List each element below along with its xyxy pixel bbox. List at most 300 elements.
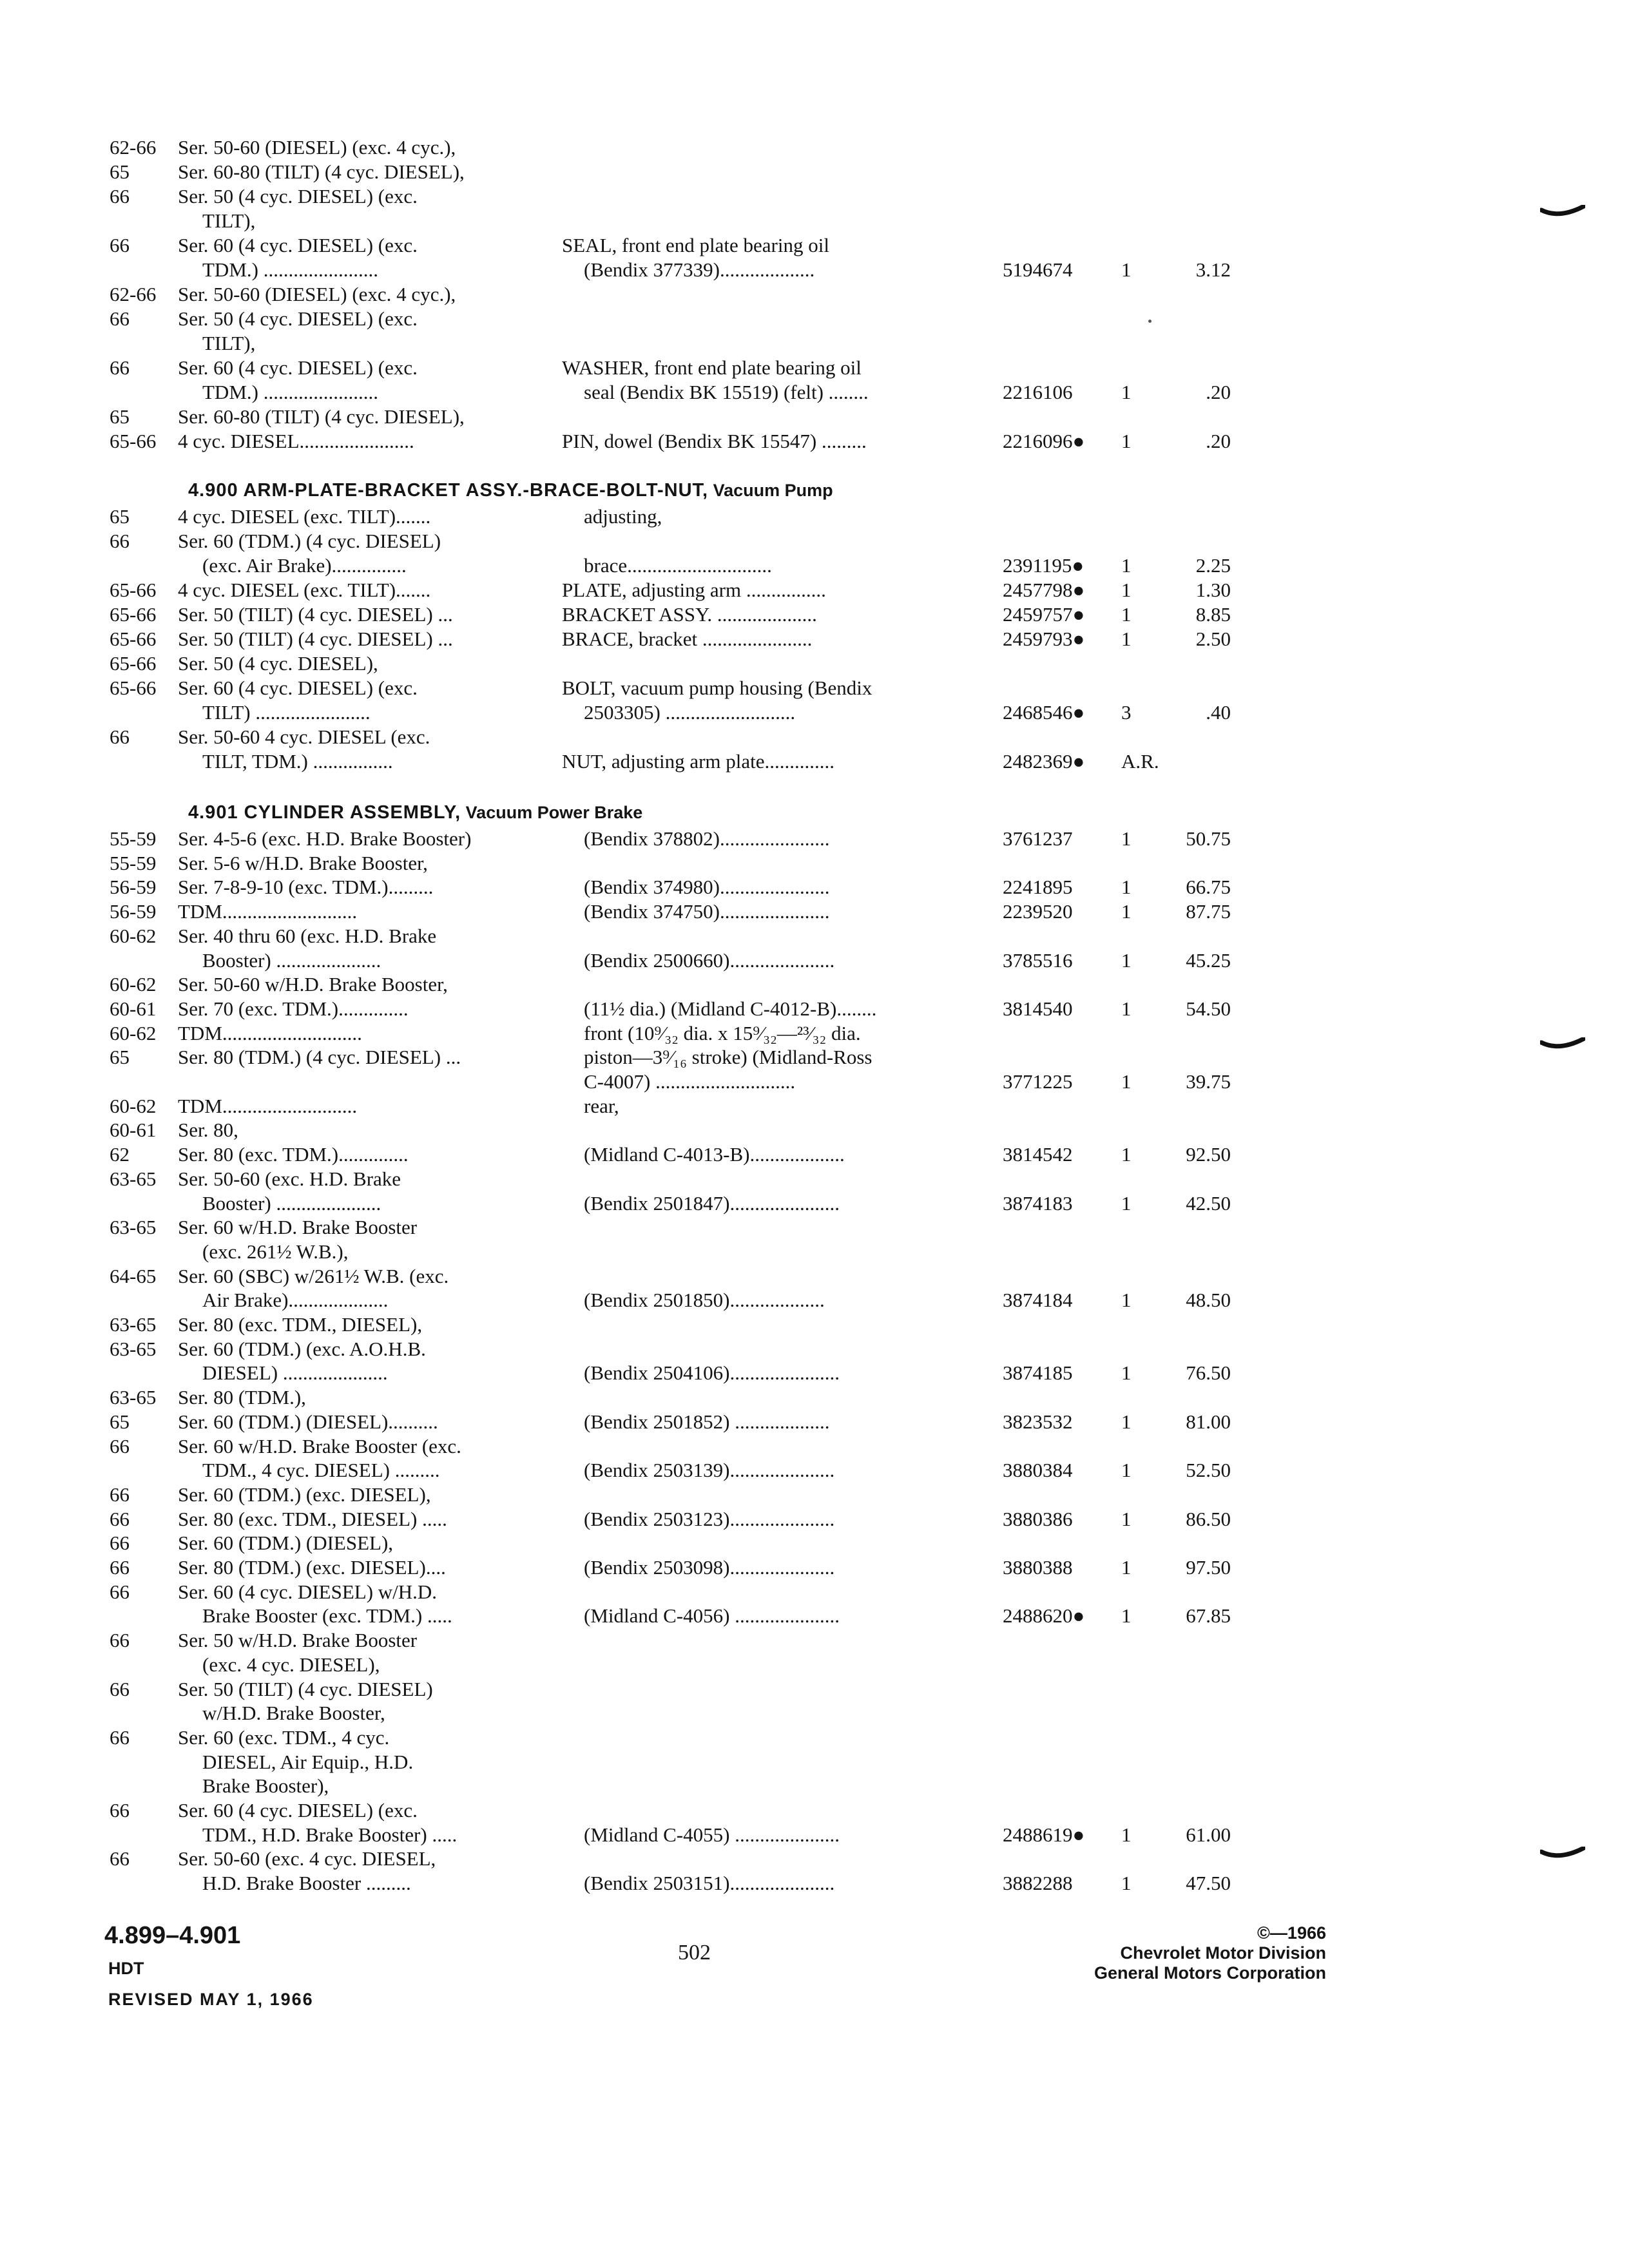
description-cell: (Bendix 378802)...................... xyxy=(584,827,830,850)
application-cell: TILT), xyxy=(202,209,256,232)
description-cell: front (10⁹⁄₃₂ dia. x 15⁹⁄₃₂—²³⁄₃₂ dia. xyxy=(584,1021,861,1044)
application-cell: TDM........................... xyxy=(178,900,358,923)
part-number-cell: 2239520 xyxy=(1003,900,1073,923)
application-cell: Ser. 60 (TDM.) (exc. A.O.H.B. xyxy=(178,1337,426,1360)
year-cell: 63-65 xyxy=(110,1313,157,1336)
application-cell: Ser. 40 thru 60 (exc. H.D. Brake xyxy=(178,924,437,947)
year-cell: 65 xyxy=(110,1046,130,1069)
price-cell: 66.75 xyxy=(1186,876,1231,899)
description-cell: WASHER, front end plate bearing oil xyxy=(562,356,862,379)
year-cell: 66 xyxy=(110,1677,130,1700)
application-cell: DIESEL) ..................... xyxy=(202,1361,388,1385)
application-cell: Ser. 60 (4 cyc. DIESEL) (exc. xyxy=(178,677,418,699)
quantity-cell: 1 xyxy=(1121,997,1132,1020)
description-cell: BRACE, bracket ...................... xyxy=(562,628,813,650)
part-number-cell: 2457798● xyxy=(1003,579,1085,601)
table-row xyxy=(0,851,1289,877)
table-row xyxy=(0,1483,1289,1508)
year-cell: 62-66 xyxy=(110,283,157,305)
table-row xyxy=(0,602,1289,628)
quantity-cell: 1 xyxy=(1121,1289,1132,1312)
quantity-cell: 1 xyxy=(1121,876,1132,899)
table-row xyxy=(0,380,1289,406)
year-cell: 65 xyxy=(110,1410,130,1433)
price-cell: 45.25 xyxy=(1186,948,1231,972)
table-row xyxy=(0,553,1289,579)
year-cell: 62-66 xyxy=(110,136,157,159)
application-cell: w/H.D. Brake Booster, xyxy=(202,1702,385,1725)
year-cell: 63-65 xyxy=(110,1216,157,1239)
application-cell: TDM........................... xyxy=(178,1094,358,1117)
page-number: 502 xyxy=(678,1941,711,1965)
application-cell: Air Brake).................... xyxy=(202,1289,389,1312)
application-cell: Ser. 60 (4 cyc. DIESEL) (exc. xyxy=(178,1799,418,1821)
application-cell: TDM.) ....................... xyxy=(202,381,378,403)
table-row xyxy=(0,1142,1289,1168)
footer-code: HDT xyxy=(108,1959,144,1978)
description-cell: brace............................. xyxy=(584,554,772,577)
table-row xyxy=(0,331,1289,357)
table-row xyxy=(0,1264,1289,1290)
price-cell: 3.12 xyxy=(1195,258,1231,281)
year-cell: 60-61 xyxy=(110,997,157,1020)
quantity-cell: 1 xyxy=(1121,1872,1132,1895)
quantity-cell: 1 xyxy=(1121,1823,1132,1846)
year-cell: 66 xyxy=(110,1507,130,1530)
section-heading-4-901 xyxy=(188,802,642,823)
part-number-cell: 3882288 xyxy=(1003,1872,1073,1895)
quantity-cell: 1 xyxy=(1121,1604,1132,1628)
part-number-cell: 3814542 xyxy=(1003,1143,1073,1166)
application-cell: Ser. 60-80 (TILT) (4 cyc. DIESEL), xyxy=(178,160,465,183)
table-row xyxy=(0,1070,1289,1095)
description-cell: (Bendix 377339)................... xyxy=(584,258,815,281)
quantity-cell: 1 xyxy=(1121,381,1132,403)
application-cell: Ser. 60 (4 cyc. DIESEL) (exc. xyxy=(178,234,418,256)
year-cell: 66 xyxy=(110,1580,130,1603)
year-cell: 55-59 xyxy=(110,827,157,850)
application-cell: Ser. 50-60 (DIESEL) (exc. 4 cyc.), xyxy=(178,136,456,159)
application-cell: TDM.) ....................... xyxy=(202,258,378,281)
table-row xyxy=(0,233,1289,259)
part-number-cell: 3761237 xyxy=(1003,827,1073,850)
year-cell: 66 xyxy=(110,234,130,256)
application-cell: H.D. Brake Booster ......... xyxy=(202,1872,411,1895)
year-cell: 65-66 xyxy=(110,677,157,699)
year-cell: 66 xyxy=(110,1725,130,1749)
description-cell: (Bendix 2503123)..................... xyxy=(584,1507,835,1530)
description-cell: BRACKET ASSY. .................... xyxy=(562,603,817,626)
quantity-cell: A.R. xyxy=(1121,750,1159,773)
table-row xyxy=(0,1410,1289,1436)
table-row xyxy=(0,1653,1289,1678)
description-cell: C-4007) ............................ xyxy=(584,1070,796,1093)
price-cell: 8.85 xyxy=(1195,603,1231,626)
part-number-cell: 3814540 xyxy=(1003,997,1073,1020)
application-cell: Ser. 50 w/H.D. Brake Booster xyxy=(178,1629,418,1652)
table-row xyxy=(0,1507,1289,1533)
quantity-cell: 1 xyxy=(1121,579,1132,601)
quantity-cell: 1 xyxy=(1121,1507,1132,1530)
table-row xyxy=(0,1580,1289,1606)
table-row xyxy=(0,972,1289,998)
year-cell: 65 xyxy=(110,405,130,428)
table-row xyxy=(0,1871,1289,1897)
application-cell: Ser. 50-60 4 cyc. DIESEL (exc. xyxy=(178,726,430,748)
quantity-cell: 1 xyxy=(1121,1459,1132,1482)
punch-mark-bottom xyxy=(1540,1847,1585,1861)
year-cell: 64-65 xyxy=(110,1264,157,1287)
quantity-cell: 1 xyxy=(1121,430,1132,452)
application-cell: Ser. 60 (exc. TDM., 4 cyc. xyxy=(178,1725,390,1749)
year-cell: 66 xyxy=(110,1556,130,1579)
part-number-cell: 2459757● xyxy=(1003,603,1085,626)
part-number-cell: 2482369● xyxy=(1003,750,1085,773)
year-cell: 60-61 xyxy=(110,1119,157,1142)
price-cell: .40 xyxy=(1206,701,1231,724)
application-cell: 4 cyc. DIESEL (exc. TILT)....... xyxy=(178,505,431,528)
description-cell: (Bendix 2504106)...................... xyxy=(584,1361,840,1385)
table-row xyxy=(0,209,1289,235)
application-cell: Ser. 60 (TDM.) (DIESEL), xyxy=(178,1532,394,1555)
description-cell: rear, xyxy=(584,1094,619,1117)
punch-mark-top xyxy=(1540,205,1585,219)
table-row xyxy=(0,899,1289,925)
part-number-cell: 3880386 xyxy=(1003,1507,1073,1530)
part-number-cell: 3823532 xyxy=(1003,1410,1073,1433)
quantity-cell: 1 xyxy=(1121,1556,1132,1579)
part-number-cell: 3874184 xyxy=(1003,1289,1073,1312)
application-cell: TDM............................ xyxy=(178,1021,362,1044)
application-cell: Ser. 5-6 w/H.D. Brake Booster, xyxy=(178,851,428,874)
table-row xyxy=(0,749,1289,775)
application-cell: Ser. 60 w/H.D. Brake Booster xyxy=(178,1216,418,1239)
price-cell: 52.50 xyxy=(1186,1459,1231,1482)
table-row xyxy=(0,578,1289,604)
year-cell: 56-59 xyxy=(110,876,157,899)
price-cell: 47.50 xyxy=(1186,1872,1231,1895)
description-cell: (Bendix 2501852) ................... xyxy=(584,1410,830,1433)
price-cell: 48.50 xyxy=(1186,1289,1231,1312)
section-heading-4-900 xyxy=(188,480,833,501)
footer-division: Chevrolet Motor Division xyxy=(1120,1943,1326,1963)
price-cell: 67.85 xyxy=(1186,1604,1231,1628)
application-cell: Ser. 60 w/H.D. Brake Booster (exc. xyxy=(178,1434,461,1457)
part-number-cell: 3880384 xyxy=(1003,1459,1073,1482)
speck-mark xyxy=(1148,320,1152,323)
footer-section-range: 4.899–4.901 xyxy=(104,1922,241,1949)
application-cell: (exc. 4 cyc. DIESEL), xyxy=(202,1653,380,1676)
application-cell: Brake Booster), xyxy=(202,1774,329,1798)
quantity-cell: 1 xyxy=(1121,948,1132,972)
application-cell: Ser. 80 (exc. TDM.).............. xyxy=(178,1143,409,1166)
part-number-cell: 2459793● xyxy=(1003,628,1085,650)
application-cell: DIESEL, Air Equip., H.D. xyxy=(202,1750,414,1773)
year-cell: 63-65 xyxy=(110,1167,157,1190)
table-row xyxy=(0,1021,1289,1047)
quantity-cell: 1 xyxy=(1121,1361,1132,1385)
price-cell: .20 xyxy=(1206,381,1231,403)
year-cell: 55-59 xyxy=(110,851,157,874)
table-row xyxy=(0,1240,1289,1265)
price-cell: 50.75 xyxy=(1186,827,1231,850)
punch-mark-middle xyxy=(1540,1037,1585,1052)
description-cell: (Bendix 2501847)...................... xyxy=(584,1191,840,1215)
table-row xyxy=(0,405,1289,430)
table-row xyxy=(0,1798,1289,1824)
table-row xyxy=(0,676,1289,702)
table-row xyxy=(0,1094,1289,1120)
year-cell: 62 xyxy=(110,1143,130,1166)
description-cell: SEAL, front end plate bearing oil xyxy=(562,234,829,256)
table-row xyxy=(0,1118,1289,1144)
table-row xyxy=(0,1701,1289,1727)
table-row xyxy=(0,1725,1289,1751)
application-cell: Ser. 80, xyxy=(178,1119,238,1142)
quantity-cell: 1 xyxy=(1121,603,1132,626)
price-cell: 81.00 xyxy=(1186,1410,1231,1433)
quantity-cell: 1 xyxy=(1121,1070,1132,1093)
table-row xyxy=(0,160,1289,186)
part-number-cell: 2468546● xyxy=(1003,701,1085,724)
description-cell: adjusting, xyxy=(584,505,662,528)
price-cell: 1.30 xyxy=(1195,579,1231,601)
quantity-cell: 3 xyxy=(1121,701,1132,724)
quantity-cell: 1 xyxy=(1121,628,1132,650)
application-cell: Ser. 60 (TDM.) (exc. DIESEL), xyxy=(178,1483,431,1506)
price-cell: 87.75 xyxy=(1186,900,1231,923)
footer-revised-date: REVISED MAY 1, 1966 xyxy=(108,1990,314,2009)
year-cell: 66 xyxy=(110,530,130,552)
year-cell: 65-66 xyxy=(110,628,157,650)
application-cell: Brake Booster (exc. TDM.) ..... xyxy=(202,1604,452,1628)
year-cell: 60-62 xyxy=(110,1094,157,1117)
description-cell: (Midland C-4013-B)................... xyxy=(584,1143,845,1166)
description-cell: piston—3⁹⁄₁₆ stroke) (Midland-Ross xyxy=(584,1046,872,1069)
table-row xyxy=(0,1385,1289,1411)
application-cell: Ser. 70 (exc. TDM.).............. xyxy=(178,997,409,1020)
table-row xyxy=(0,1677,1289,1703)
table-row xyxy=(0,307,1289,332)
application-cell: Ser. 50 (4 cyc. DIESEL), xyxy=(178,652,378,675)
part-number-cell: 2216106 xyxy=(1003,381,1073,403)
quantity-cell: 1 xyxy=(1121,900,1132,923)
year-cell: 65-66 xyxy=(110,579,157,601)
table-row xyxy=(0,627,1289,653)
year-cell: 66 xyxy=(110,1799,130,1821)
table-row xyxy=(0,1191,1289,1217)
part-number-cell: 3785516 xyxy=(1003,948,1073,972)
application-cell: Ser. 60 (TDM.) (4 cyc. DIESEL) xyxy=(178,530,441,552)
table-row xyxy=(0,184,1289,210)
year-cell: 60-62 xyxy=(110,1021,157,1044)
quantity-cell: 1 xyxy=(1121,1410,1132,1433)
year-cell: 66 xyxy=(110,1434,130,1457)
price-cell: 97.50 xyxy=(1186,1556,1231,1579)
part-number-cell: 3874183 xyxy=(1003,1191,1073,1215)
price-cell: 42.50 xyxy=(1186,1191,1231,1215)
table-row xyxy=(0,1604,1289,1629)
quantity-cell: 1 xyxy=(1121,554,1132,577)
year-cell: 66 xyxy=(110,1847,130,1870)
application-cell: TILT), xyxy=(202,332,256,354)
application-cell: (exc. Air Brake)............... xyxy=(202,554,407,577)
application-cell: Ser. 60 (SBC) w/261½ W.B. (exc. xyxy=(178,1264,449,1287)
application-cell: (exc. 261½ W.B.), xyxy=(202,1240,349,1263)
quantity-cell: 1 xyxy=(1121,258,1132,281)
description-cell: (11½ dia.) (Midland C-4012-B)........ xyxy=(584,997,877,1020)
application-cell: Ser. 60-80 (TILT) (4 cyc. DIESEL), xyxy=(178,405,465,428)
price-cell: 39.75 xyxy=(1186,1070,1231,1093)
description-cell: 2503305) .......................... xyxy=(584,701,796,724)
application-cell: 4 cyc. DIESEL (exc. TILT)....... xyxy=(178,579,431,601)
application-cell: Ser. 50 (4 cyc. DIESEL) (exc. xyxy=(178,185,418,207)
table-row xyxy=(0,1774,1289,1800)
price-cell: .20 xyxy=(1206,430,1231,452)
table-row xyxy=(0,1434,1289,1460)
part-number-cell: 3874185 xyxy=(1003,1361,1073,1385)
application-cell: Booster) ..................... xyxy=(202,1191,381,1215)
year-cell: 65-66 xyxy=(110,430,157,452)
application-cell: Ser. 50-60 (exc. 4 cyc. DIESEL, xyxy=(178,1847,436,1870)
description-cell: (Bendix 2500660)..................... xyxy=(584,948,835,972)
table-row xyxy=(0,282,1289,308)
description-cell: (Bendix 374980)...................... xyxy=(584,876,830,899)
table-row xyxy=(0,924,1289,950)
year-cell: 60-62 xyxy=(110,924,157,947)
table-row xyxy=(0,1215,1289,1241)
table-row xyxy=(0,1458,1289,1484)
year-cell: 66 xyxy=(110,1483,130,1506)
table-row xyxy=(0,725,1289,751)
table-row xyxy=(0,356,1289,381)
table-row xyxy=(0,651,1289,677)
year-cell: 63-65 xyxy=(110,1337,157,1360)
application-cell: Ser. 60 (4 cyc. DIESEL) w/H.D. xyxy=(178,1580,438,1603)
table-row xyxy=(0,1847,1289,1872)
part-number-cell: 2488620● xyxy=(1003,1604,1085,1628)
application-cell: Ser. 50 (TILT) (4 cyc. DIESEL) ... xyxy=(178,603,453,626)
footer-corporation: General Motors Corporation xyxy=(1094,1963,1326,1983)
table-row xyxy=(0,1288,1289,1314)
description-cell: (Midland C-4056) ..................... xyxy=(584,1604,840,1628)
year-cell: 66 xyxy=(110,185,130,207)
part-number-cell: 3880388 xyxy=(1003,1556,1073,1579)
table-row xyxy=(0,1531,1289,1557)
application-cell: Ser. 80 (exc. TDM., DIESEL) ..... xyxy=(178,1507,447,1530)
application-cell: TDM., 4 cyc. DIESEL) ......... xyxy=(202,1459,440,1482)
description-cell: (Midland C-4055) ..................... xyxy=(584,1823,840,1846)
part-number-cell: 2391195● xyxy=(1003,554,1084,577)
application-cell: TILT, TDM.) ................ xyxy=(202,750,393,773)
description-cell: NUT, adjusting arm plate.............. xyxy=(562,750,835,773)
table-row xyxy=(0,529,1289,555)
heading-4-900-subtitle: Vacuum Pump xyxy=(708,481,833,500)
application-cell: Ser. 50-60 (DIESEL) (exc. 4 cyc.), xyxy=(178,283,456,305)
year-cell: 65-66 xyxy=(110,603,157,626)
description-cell: (Bendix 2503098)..................... xyxy=(584,1556,835,1579)
application-cell: Ser. 50-60 (exc. H.D. Brake xyxy=(178,1167,401,1190)
year-cell: 66 xyxy=(110,726,130,748)
year-cell: 65 xyxy=(110,160,130,183)
table-row xyxy=(0,827,1289,852)
year-cell: 65 xyxy=(110,505,130,528)
table-row xyxy=(0,505,1289,530)
quantity-cell: 1 xyxy=(1121,827,1132,850)
application-cell: Booster) ..................... xyxy=(202,948,381,972)
table-row xyxy=(0,1045,1289,1071)
table-row xyxy=(0,1361,1289,1387)
heading-4-901-subtitle: Vacuum Power Brake xyxy=(461,803,643,822)
price-cell: 2.25 xyxy=(1195,554,1231,577)
quantity-cell: 1 xyxy=(1121,1191,1132,1215)
description-cell: PIN, dowel (Bendix BK 15547) ......... xyxy=(562,430,867,452)
application-cell: Ser. 60 (4 cyc. DIESEL) (exc. xyxy=(178,356,418,379)
table-row xyxy=(0,1823,1289,1849)
part-number-cell: 5194674 xyxy=(1003,258,1073,281)
table-row xyxy=(0,1555,1289,1581)
application-cell: Ser. 60 (TDM.) (DIESEL).......... xyxy=(178,1410,438,1433)
application-cell: Ser. 7-8-9-10 (exc. TDM.)......... xyxy=(178,876,434,899)
price-cell: 92.50 xyxy=(1186,1143,1231,1166)
description-cell: BOLT, vacuum pump housing (Bendix xyxy=(562,677,872,699)
description-cell: seal (Bendix BK 15519) (felt) ........ xyxy=(584,381,869,403)
application-cell: Ser. 80 (TDM.) (4 cyc. DIESEL) ... xyxy=(178,1046,461,1069)
application-cell: Ser. 4-5-6 (exc. H.D. Brake Booster) xyxy=(178,827,472,850)
application-cell: Ser. 80 (TDM.) (exc. DIESEL).... xyxy=(178,1556,446,1579)
table-row xyxy=(0,258,1289,284)
year-cell: 66 xyxy=(110,307,130,330)
heading-4-900-title: 4.900 ARM-PLATE-BRACKET ASSY.-BRACE-BOLT-NUT, xyxy=(188,480,709,501)
table-row xyxy=(0,1312,1289,1338)
application-cell: Ser. 80 (TDM.), xyxy=(178,1386,306,1409)
description-cell: (Bendix 2503139)..................... xyxy=(584,1459,835,1482)
application-cell: TDM., H.D. Brake Booster) ..... xyxy=(202,1823,458,1846)
table-row xyxy=(0,948,1289,974)
part-number-cell: 2216096● xyxy=(1003,430,1085,452)
table-row xyxy=(0,1167,1289,1193)
application-cell: TILT) ....................... xyxy=(202,701,371,724)
application-cell: Ser. 50 (TILT) (4 cyc. DIESEL) ... xyxy=(178,628,453,650)
description-cell: (Bendix 374750)...................... xyxy=(584,900,830,923)
table-row xyxy=(0,1750,1289,1776)
price-cell: 54.50 xyxy=(1186,997,1231,1020)
footer-copyright: ©—1966 xyxy=(1257,1923,1326,1943)
heading-4-901-title: 4.901 CYLINDER ASSEMBLY, xyxy=(188,802,461,823)
table-row xyxy=(0,700,1289,726)
year-cell: 56-59 xyxy=(110,900,157,923)
application-cell: Ser. 50-60 w/H.D. Brake Booster, xyxy=(178,973,448,996)
year-cell: 66 xyxy=(110,1629,130,1652)
year-cell: 66 xyxy=(110,356,130,379)
table-row xyxy=(0,875,1289,901)
part-number-cell: 2241895 xyxy=(1003,876,1073,899)
application-cell: Ser. 50 (4 cyc. DIESEL) (exc. xyxy=(178,307,418,330)
year-cell: 65-66 xyxy=(110,652,157,675)
table-row xyxy=(0,1628,1289,1654)
table-row xyxy=(0,1337,1289,1363)
price-cell: 76.50 xyxy=(1186,1361,1231,1385)
table-row xyxy=(0,997,1289,1023)
table-row xyxy=(0,429,1289,455)
description-cell: (Bendix 2501850)................... xyxy=(584,1289,825,1312)
price-cell: 61.00 xyxy=(1186,1823,1231,1846)
table-row xyxy=(0,135,1289,161)
year-cell: 60-62 xyxy=(110,973,157,996)
price-cell: 2.50 xyxy=(1195,628,1231,650)
application-cell: 4 cyc. DIESEL....................... xyxy=(178,430,414,452)
application-cell: Ser. 80 (exc. TDM., DIESEL), xyxy=(178,1313,423,1336)
